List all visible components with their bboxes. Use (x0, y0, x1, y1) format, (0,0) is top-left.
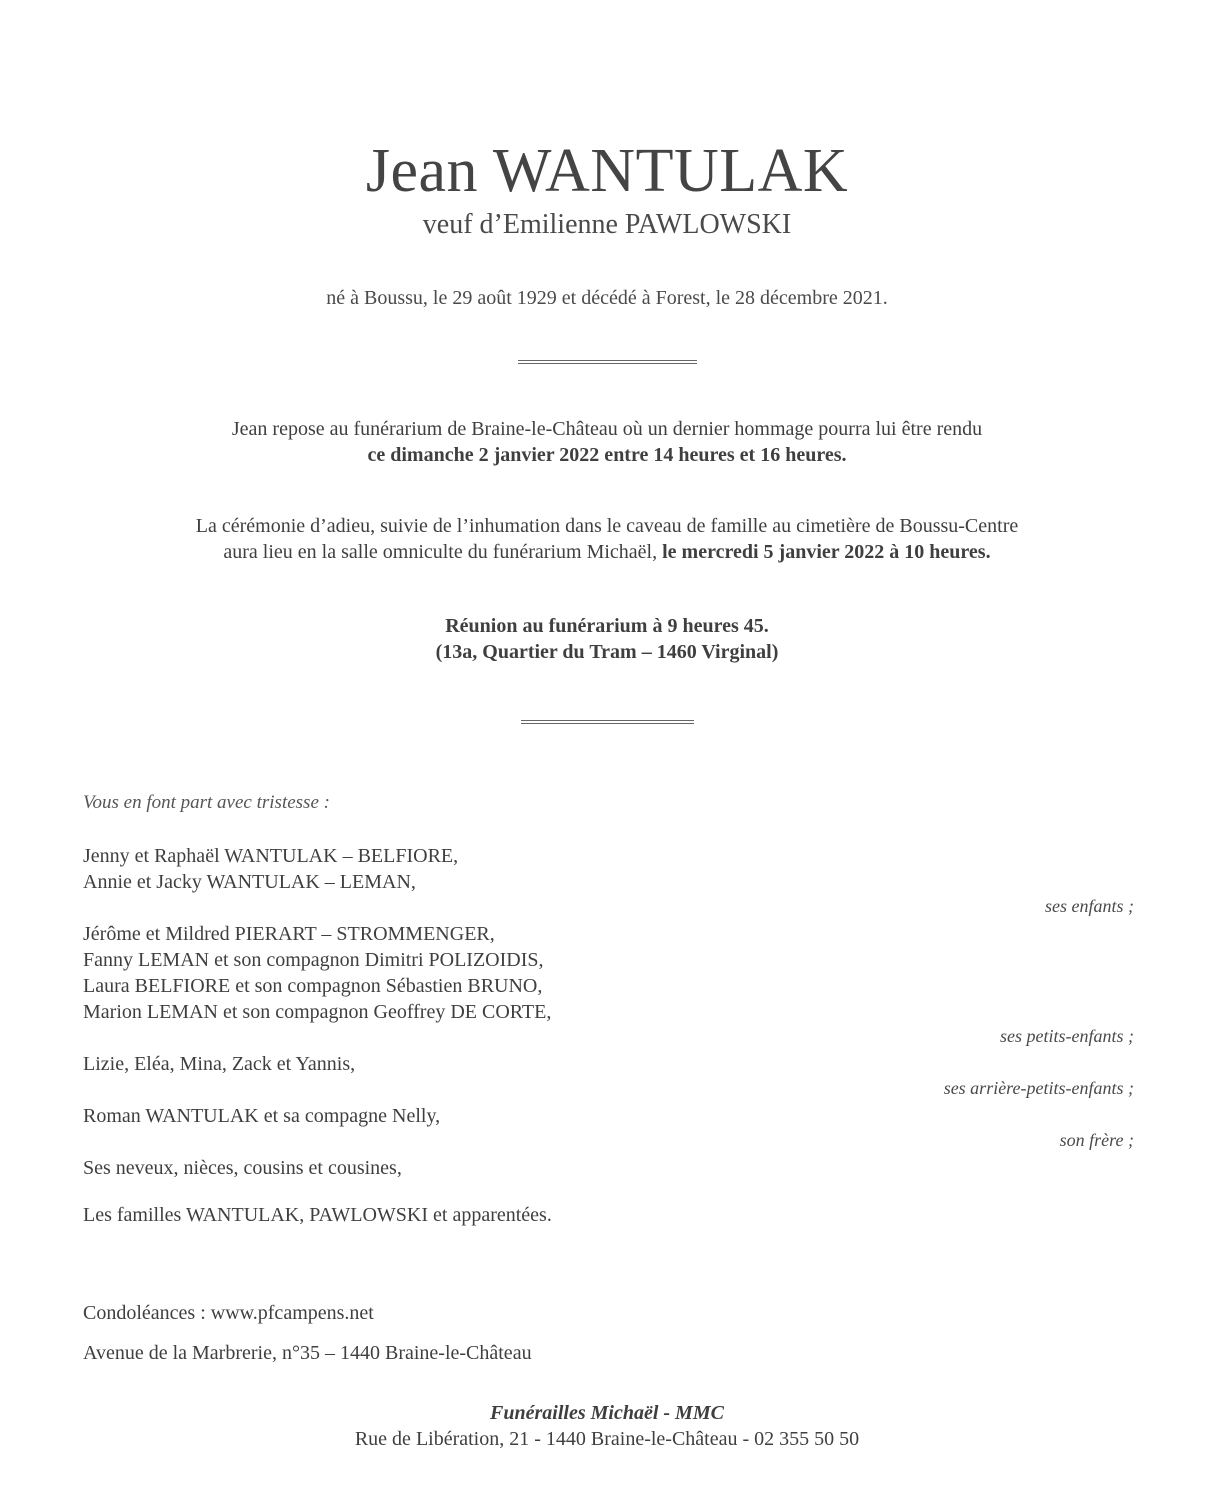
birth-death-line: né à Boussu, le 29 août 1929 et décédé à Forest, le 28 décembre 2021. (326, 287, 888, 309)
footer-company: Funérailles Michaël - MMC (490, 1402, 724, 1424)
list-item: Marion LEMAN et son compagnon Geoffrey DE CORTE, (83, 1001, 552, 1023)
relatives: Ses neveux, nièces, cousins et cousines, (83, 1157, 402, 1179)
grandchildren-list (83, 921, 551, 1025)
children-list (83, 843, 458, 895)
great-grandchildren: Lizie, Eléa, Mina, Zack et Yannis, (83, 1053, 356, 1075)
ceremony-date: le mercredi 5 janvier 2022 à 10 heures. (662, 541, 991, 563)
meeting-line-2: (13a, Quartier du Tram – 1460 Virginal) (435, 641, 779, 663)
meeting-paragraph (0, 613, 1214, 665)
list-item: Fanny LEMAN et son compagnon Dimitri POLIZOIDIS, (83, 949, 544, 971)
ceremony-line-2-text: aura lieu en la salle omniculte du funérarium Michaël, (223, 541, 663, 563)
visitation-line-1: Jean repose au funérarium de Braine-le-Château où un dernier hommage pourra lui être rendu (231, 418, 983, 440)
family-intro: Vous en font part avec tristesse : (83, 792, 330, 813)
grandchildren-label: ses petits-enfants ; (1000, 1026, 1134, 1046)
footer-address: Rue de Libération, 21 - 1440 Braine-le-Château - 02 355 50 50 (354, 1428, 860, 1450)
spouse-line: veuf d’Emilienne PAWLOWSKI (422, 209, 792, 240)
brother: Roman WANTULAK et sa compagne Nelly, (83, 1105, 441, 1127)
deceased-name: Jean WANTULAK (365, 137, 849, 205)
list-item: Annie et Jacky WANTULAK – LEMAN, (83, 871, 416, 893)
visitation-paragraph (0, 416, 1214, 468)
divider-top (518, 360, 697, 364)
children-label: ses enfants ; (1045, 896, 1134, 916)
ceremony-line-2 (0, 539, 1214, 565)
divider-bottom (521, 720, 694, 724)
condolences-line: Condoléances : www.pfcampens.net (83, 1302, 374, 1324)
list-item: Jérôme et Mildred PIERART – STROMMENGER, (83, 923, 495, 945)
contact-address: Avenue de la Marbrerie, n°35 – 1440 Braine-le-Château (83, 1342, 532, 1364)
families: Les familles WANTULAK, PAWLOWSKI et apparentées. (83, 1204, 552, 1226)
list-item: Jenny et Raphaël WANTULAK – BELFIORE, (83, 845, 459, 867)
ceremony-paragraph (0, 513, 1214, 565)
great-grandchildren-label: ses arrière-petits-enfants ; (943, 1078, 1134, 1098)
brother-label: son frère ; (1059, 1130, 1134, 1150)
list-item: Laura BELFIORE et son compagnon Sébastien BRUNO, (83, 975, 543, 997)
ceremony-line-1: La cérémonie d’adieu, suivie de l’inhumation dans le caveau de famille au cimetière de Boussu-Centre (195, 515, 1019, 537)
visitation-line-2: ce dimanche 2 janvier 2022 entre 14 heures et 16 heures. (367, 444, 847, 466)
meeting-line-1: Réunion au funérarium à 9 heures 45. (445, 615, 769, 637)
